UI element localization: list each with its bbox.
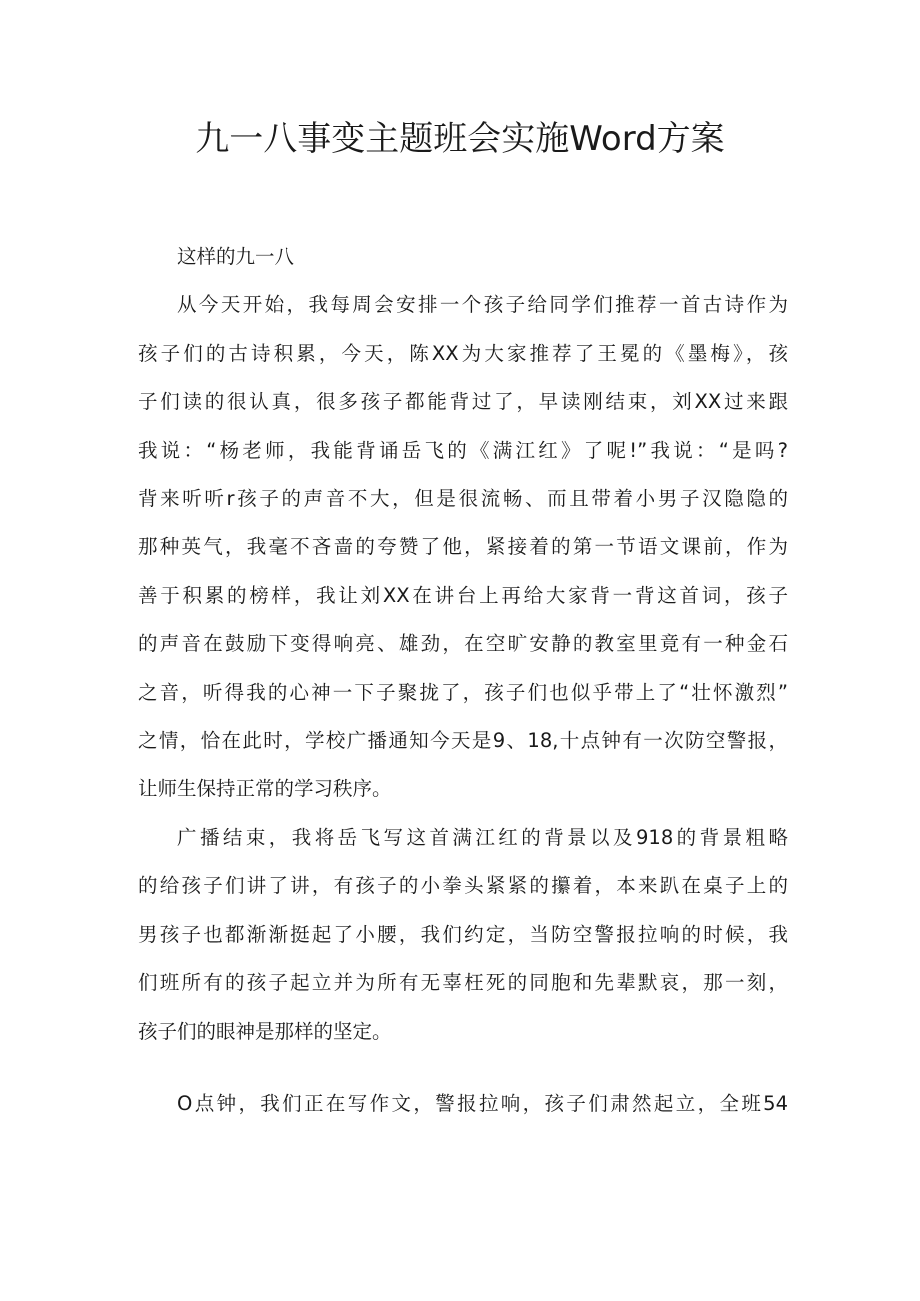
paragraph-3 xyxy=(138,1080,788,1128)
paragraph-line: 背来听听r孩子的声音不大，但是很流畅、而且带着小男子汉隐隐的 xyxy=(138,487,788,511)
paragraph-line: 之音，听得我的心神一下子聚拢了，孩子们也似乎带上了“壮怀激烈” xyxy=(138,680,788,704)
paragraph-1 xyxy=(138,281,788,813)
paragraph-line: O点钟，我们正在写作文，警报拉响，孩子们肃然起立，全班54 xyxy=(177,1091,788,1115)
paragraph-line: 孩子们的眼神是那样的坚定。 xyxy=(138,1019,392,1043)
paragraph-line: 的声音在鼓励下变得响亮、雄劲，在空旷安静的教室里竟有一种金石 xyxy=(138,632,788,656)
paragraph-2 xyxy=(138,814,788,1056)
paragraph-line: 男孩子也都渐渐挺起了小腰，我们约定，当防空警报拉响的时候，我 xyxy=(138,922,788,946)
document-title: 九一八事变主题班会实施Word方案 xyxy=(195,119,725,159)
paragraph-line: 广播结束，我将岳飞写这首满江红的背景以及918的背景粗略 xyxy=(177,825,788,849)
paragraph-line: 之情，恰在此时，学校广播通知今天是9、18,十点钟有一次防空警报， xyxy=(138,729,788,753)
paragraph-line: 那种英气，我毫不吝啬的夸赞了他，紧接着的第一节语文课前，作为 xyxy=(138,535,788,559)
paragraph-line: 我说：“杨老师，我能背诵岳飞的《满江红》了呢!”我说：“是吗? xyxy=(138,438,788,462)
paragraph-line: 让师生保持正常的学习秩序。 xyxy=(138,777,392,801)
paragraph-line: 从今天开始，我每周会安排一个孩子给同学们推荐一首古诗作为 xyxy=(177,293,788,317)
paragraph-line: 的给孩子们讲了讲，有孩子的小拳头紧紧的攥着，本来趴在桌子上的 xyxy=(138,874,788,898)
paragraph-line: 子们读的很认真，很多孩子都能背过了，早读刚结束，刘XX过来跟 xyxy=(138,390,788,414)
paragraph-line: 孩子们的古诗积累，今天，陈XX为大家推荐了王冕的《墨梅》，孩 xyxy=(138,341,788,365)
paragraph-line: 善于积累的榜样，我让刘XX在讲台上再给大家背一背这首词，孩子 xyxy=(138,583,788,607)
paragraph-line: 们班所有的孩子起立并为所有无辜枉死的同胞和先辈默哀，那一刻， xyxy=(138,971,788,995)
subtitle-paragraph: 这样的九一八 xyxy=(177,245,295,268)
document-body xyxy=(138,233,788,1128)
